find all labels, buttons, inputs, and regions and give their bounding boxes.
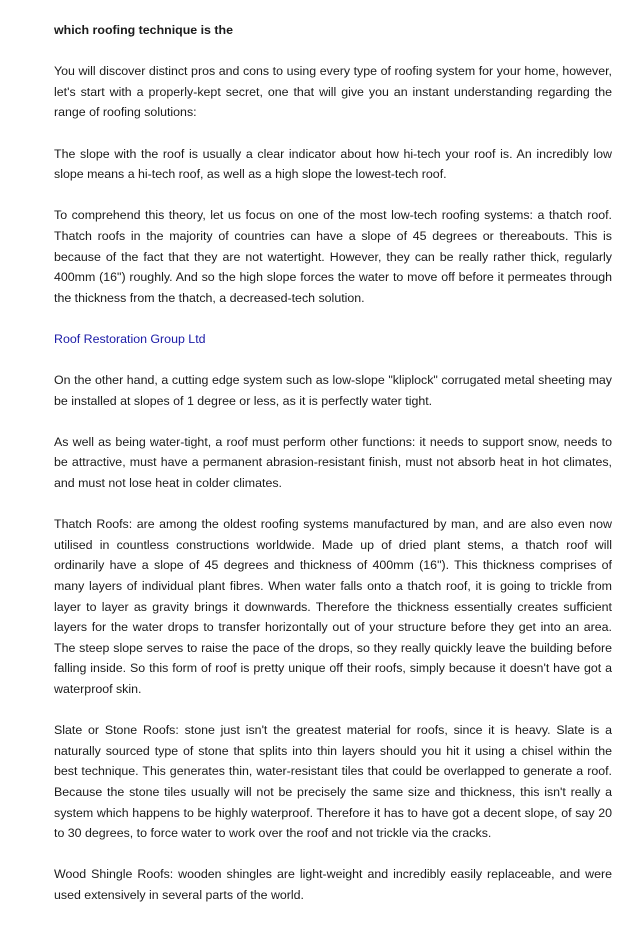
paragraph-slate-roofs: Slate or Stone Roofs: stone just isn't the greatest material for roofs, since it is heavy. Slate is a naturally sourced type of stone that splits into thin layers should you hit it using a chisel within the best technique. This generates thin, water-resistant tiles that could be overlapped to generate a roof. Because the stone tiles usually will not be precisely the same size and thickness, this isn't really a system which happens to be highly waterproof. Therefore it has to have got a decent slope, of say 20 to 30 degrees, to force water to work over the roof and not trickle via the cracks. [54,723,612,841]
paragraph-kliplock: On the other hand, a cutting edge system such as low-slope "kliplock" corrugated metal sheeting may be installed at slopes of 1 degree or less, as it is perfectly water tight. [54,373,612,408]
paragraph-thatch-theory: To comprehend this theory, let us focus on one of the most low-tech roofing systems: a thatch roof. Thatch roofs in the majority of countries can have a slope of 45 degrees or thereabouts. This is because of the fact that they are not watertight. However, they can be really rather thick, regularly 400mm (16") roughly. And so the high slope forces the water to move off before it permeates through the thickness from the thatch, a decreased-tech solution. [54,208,612,305]
roof-restoration-link[interactable]: Roof Restoration Group Ltd [54,331,206,346]
paragraph-slope: The slope with the roof is usually a clear indicator about how hi-tech your roof is. An incredibly low slope means a hi-tech roof, as well as a high slope the lowest-tech roof. [54,146,612,182]
paragraph-roof-functions: As well as being water-tight, a roof must perform other functions: it needs to support snow, needs to be attractive, must have a permanent abrasion-resistant finish, must not absorb heat in hot climates, and must not lose heat in colder climates. [54,434,612,491]
paragraph-intro: You will discover distinct pros and cons to using every type of roofing system for your home, however, let's start with a properly-kept secret, one that will give you an instant understanding regarding the range of roofing solutions: [54,64,612,120]
paragraph-thatch-roofs: Thatch Roofs: are among the oldest roofing systems manufactured by man, and are also even now utilised in countless constructions worldwide. Made up of dried plant stems, a thatch roof will ordinarily have a slope of 45 degrees and thickness of 400mm (16"). This thickness comprises of many layers of individual plant fibres. When water falls onto a thatch roof, it is going to trickle from layer to layer as gravity brings it downwards. Therefore the thickness essentially creates sufficient layers for the water drops to transfer horizontally out of your structure before they get into an area. The steep slope serves to raise the pace of the drops, so they really quickly leave the building before falling inside. So this form of roof is pretty unique off their roofs, simply because it doesn't have got a waterproof skin. [54,517,612,696]
document-page [54,20,612,926]
paragraph-wood-shingle-roofs: Wood Shingle Roofs: wooden shingles are light-weight and incredibly easily replaceable, and were used extensively in several parts of the world. [54,867,612,902]
document-title: which roofing technique is the [54,23,233,37]
